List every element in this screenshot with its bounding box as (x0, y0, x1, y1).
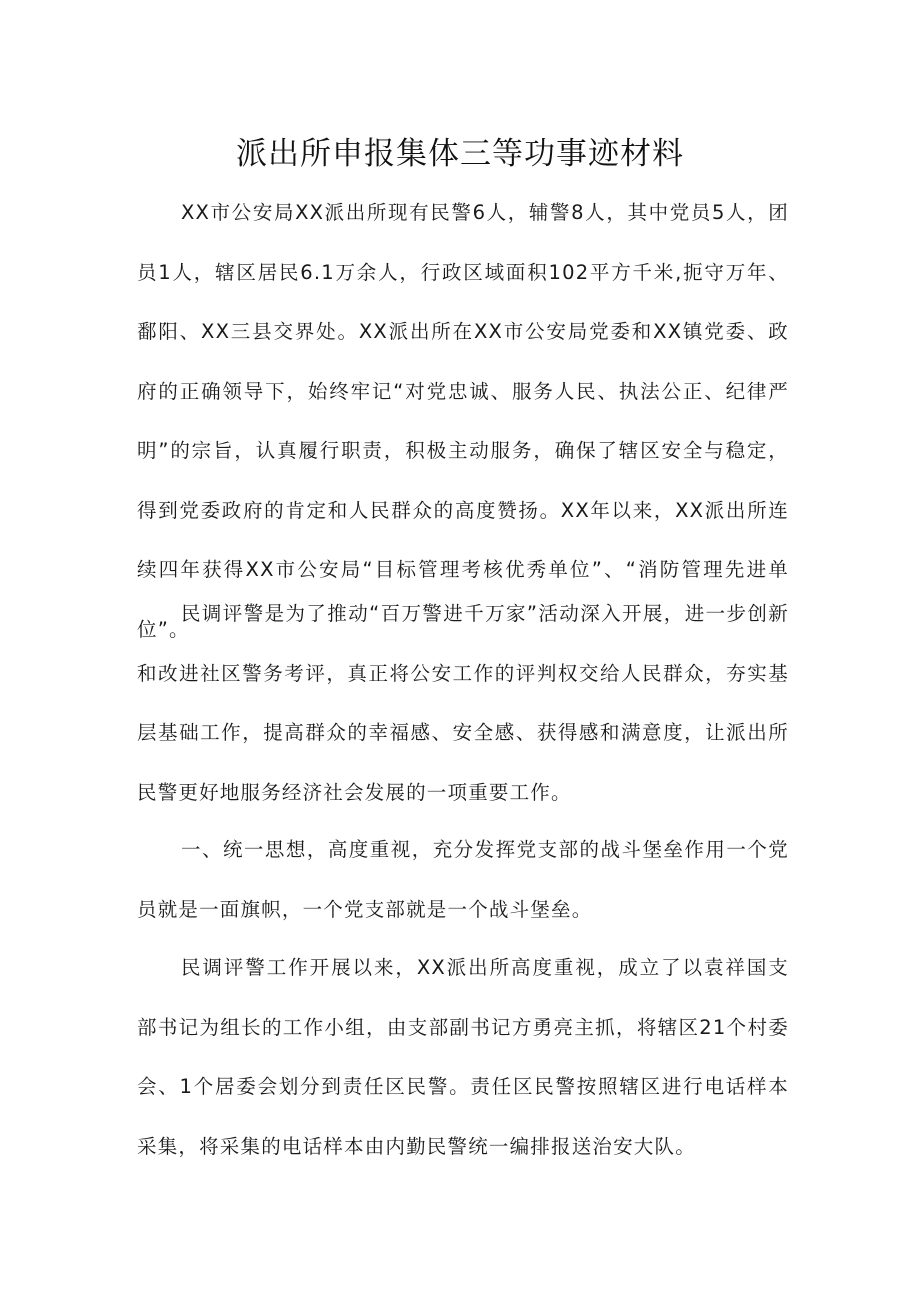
document-title: 派出所申报集体三等功事迹材料 (236, 136, 684, 172)
paragraph-purpose: 民调评警是为了推动“百万警进千万家”活动深入开展，进一步创新和改进社区警务考评，真正将公安工作的评判权交给人民群众，夯实基层基础工作，提高群众的幸福感、安全感、获得感和满意度，让派出所民警更好地服务经济社会发展的一项重要工作。 (137, 602, 789, 804)
paragraph-work: 民调评警工作开展以来，XX派出所高度重视，成立了以袁祥国支部书记为组长的工作小组，由支部副书记方勇亮主抓，将辖区21个村委会、1个居委会划分到责任区民警。责任区民警按照辖区进行电话样本采集，将采集的电话样本由内勤民警统一编排报送治安大队。 (137, 956, 789, 1158)
paragraph-section-one: 一、统一思想，高度重视，充分发挥党支部的战斗堡垒作用一个党员就是一面旗帜，一个党支部就是一个战斗堡垒。 (137, 838, 789, 921)
paragraph-intro: XX市公安局XX派出所现有民警6人，辅警8人，其中党员5人，团员1人，辖区居民6.1万余人，行政区域面积102平方千米,扼守万年、鄱阳、XX三县交界处。XX派出所在XX市公安局党委和XX镇党委、政府的正确领导下，始终牢记“对党忠诚、服务人民、执法公正、纪律严明”的宗旨，认真履行职责，积极主动服务，确保了辖区安全与稳定，得到党委政府的肯定和人民群众的高度赞扬。XX年以来，XX派出所连续四年获得XX市公安局“目标管理考核优秀单位”、“消防管理先进单位”。 (137, 201, 789, 641)
